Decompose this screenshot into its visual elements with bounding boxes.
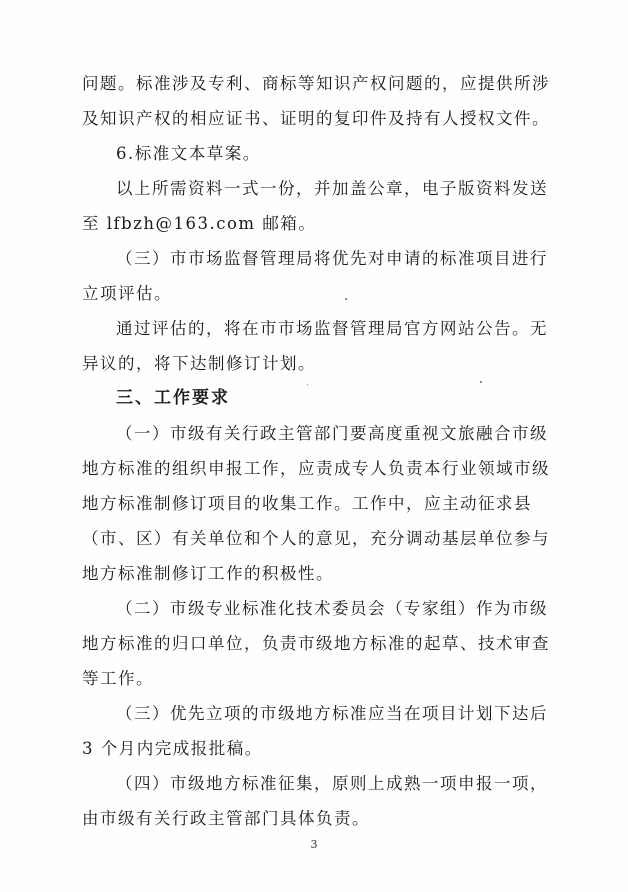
text-line: （四）市级地方标准征集，原则上成熟一项申报一项，	[116, 774, 548, 793]
text-line: 地方标准的组织申报工作，应责成专人负责本行业领域市级	[82, 459, 550, 478]
text-line: 地方标准制修订项目的收集工作。工作中，应主动征求县	[82, 494, 532, 513]
paragraph-ip-documents	[82, 66, 552, 136]
paragraph-announcement	[82, 311, 552, 381]
requirement-item-4	[82, 766, 552, 836]
text-line: 立项评估。	[82, 284, 172, 303]
section-heading-work-requirements: 三、工作要求	[116, 388, 230, 408]
text-line: 6.标准文本草案。	[116, 144, 261, 163]
text-line: （一）市级有关行政主管部门要高度重视文旅融合市级	[116, 424, 548, 443]
text-line: 由市级有关行政主管部门具体负责。	[82, 809, 370, 828]
requirement-item-2	[82, 591, 552, 696]
paragraph-draft-text	[82, 136, 552, 171]
paragraph-evaluation	[82, 241, 552, 311]
text-line: 至 lfbzh@163.com 邮箱。	[82, 214, 317, 233]
requirement-item-3	[82, 696, 552, 766]
scan-speck	[480, 381, 482, 383]
text-line: 等工作。	[82, 669, 154, 688]
text-line: （三）市市场监督管理局将优先对申请的标准项目进行	[116, 249, 548, 268]
text-line: 地方标准制修订工作的积极性。	[82, 564, 334, 583]
document-body	[82, 66, 552, 836]
text-line: 地方标准的归口单位，负责市级地方标准的起草、技术审查	[82, 634, 550, 653]
scan-speck	[307, 384, 308, 385]
text-line: （市、区）有关单位和个人的意见，充分调动基层单位参与	[82, 529, 550, 548]
text-line: 问题。标准涉及专利、商标等知识产权问题的，应提供所涉	[82, 74, 550, 93]
text-line: （三）优先立项的市级地方标准应当在项目计划下达后	[116, 704, 548, 723]
text-line: （二）市级专业标准化技术委员会（专家组）作为市级	[116, 599, 548, 618]
requirement-item-1	[82, 416, 552, 591]
text-line: 3 个月内完成报批稿。	[82, 739, 263, 758]
paragraph-submission	[82, 171, 552, 241]
text-line: 以上所需资料一式一份，并加盖公章，电子版资料发送	[116, 179, 548, 198]
scan-speck	[345, 298, 347, 300]
text-line: 通过评估的，将在市市场监督管理局官方网站公告。无	[116, 319, 548, 338]
text-line: 及知识产权的相应证书、证明的复印件及持有人授权文件。	[82, 109, 550, 128]
text-line: 异议的，将下达制修订计划。	[82, 354, 316, 373]
page-number: 3	[310, 838, 318, 851]
